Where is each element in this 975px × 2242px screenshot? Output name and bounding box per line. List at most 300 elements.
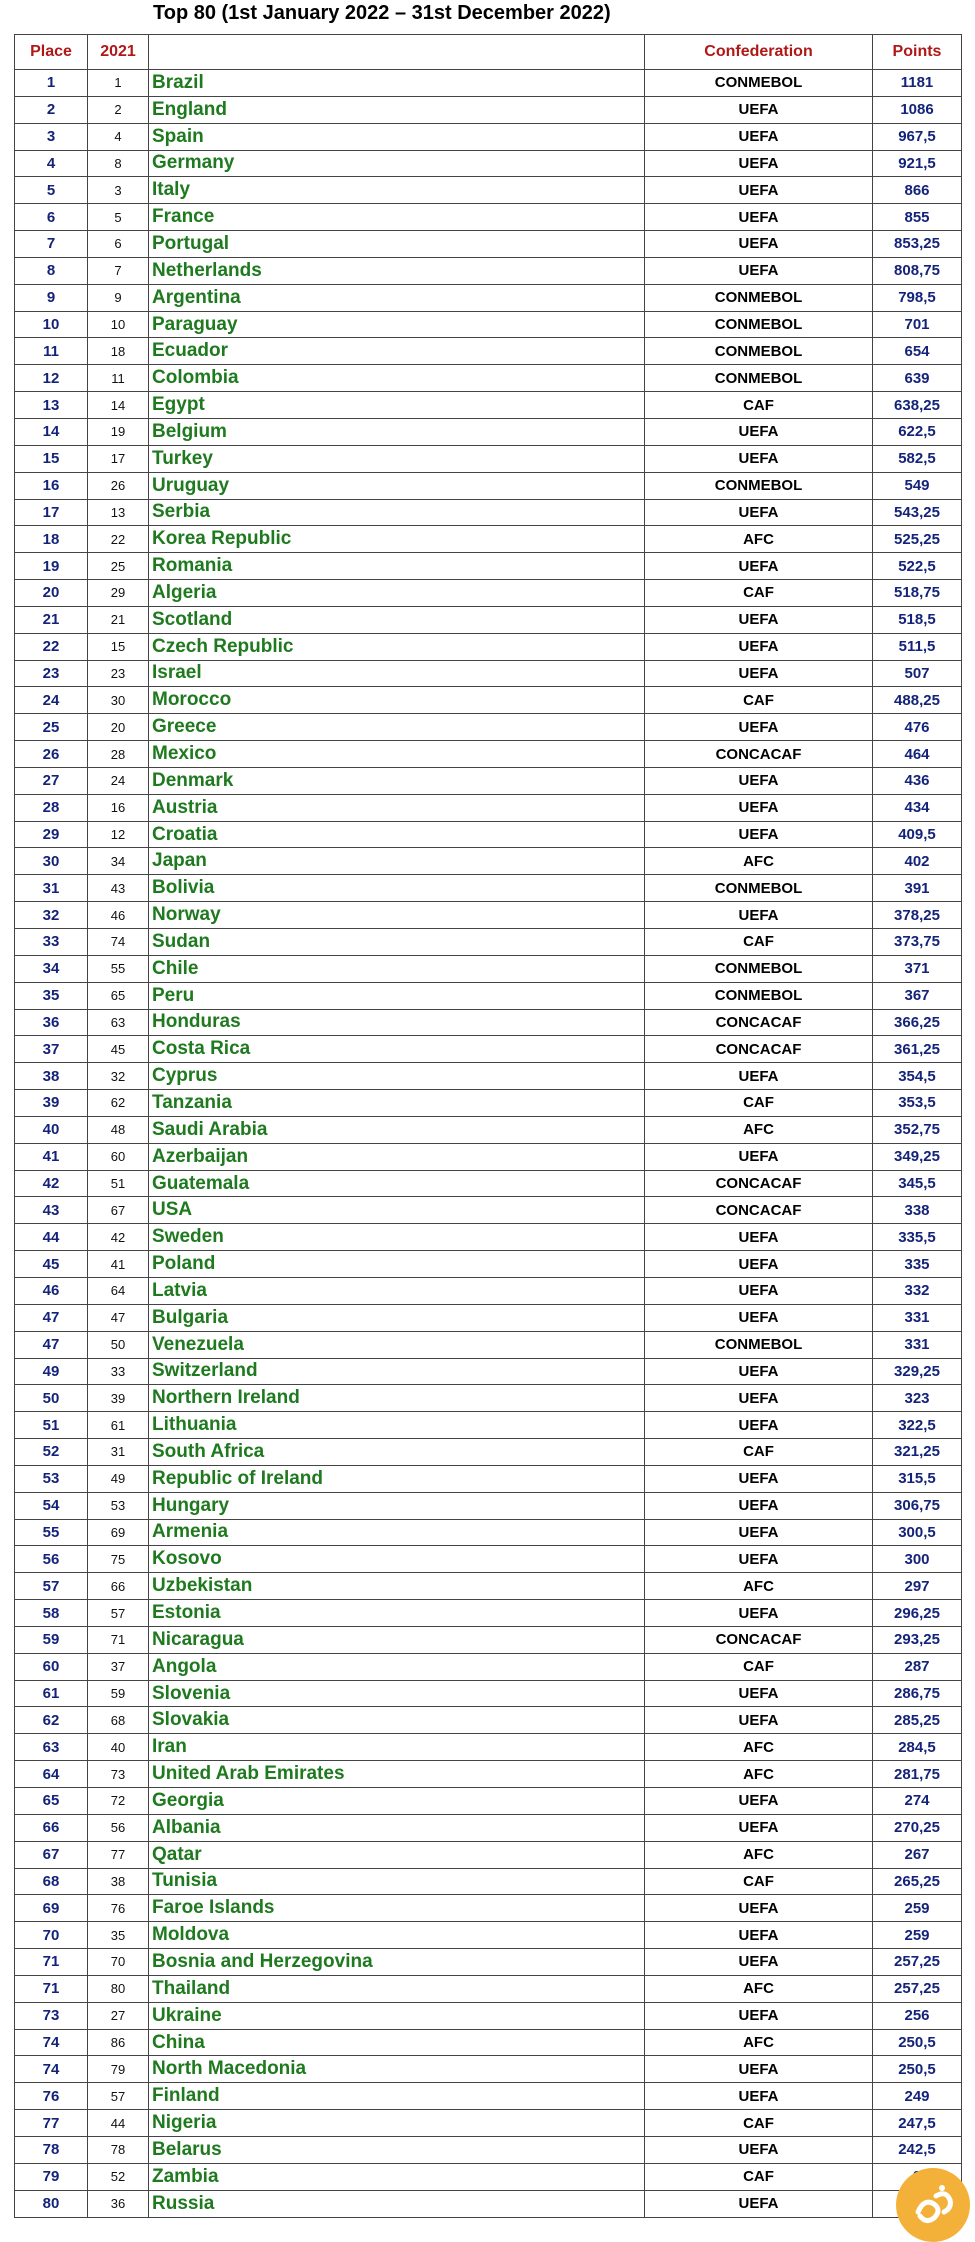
row-team: Germany (149, 150, 645, 177)
row-place: 74 (15, 2056, 88, 2083)
row-2021-rank: 78 (88, 2136, 149, 2163)
row-2021-rank: 57 (88, 1600, 149, 1627)
row-points: 349,25 (873, 1143, 962, 1170)
row-team: Egypt (149, 392, 645, 419)
row-team: Algeria (149, 580, 645, 607)
row-place: 15 (15, 445, 88, 472)
table-row (15, 606, 962, 633)
row-2021-rank: 13 (88, 499, 149, 526)
row-place: 23 (15, 660, 88, 687)
row-place: 35 (15, 982, 88, 1009)
row-2021-rank: 2 (88, 96, 149, 123)
row-confederation: CONMEBOL (645, 338, 873, 365)
row-points: 286,75 (873, 1680, 962, 1707)
row-place: 47 (15, 1331, 88, 1358)
row-place: 71 (15, 1949, 88, 1976)
table-row (15, 741, 962, 768)
row-team: Austria (149, 794, 645, 821)
row-place: 68 (15, 1868, 88, 1895)
table-row (15, 929, 962, 956)
row-points: 464 (873, 741, 962, 768)
row-team: Romania (149, 553, 645, 580)
row-place: 32 (15, 902, 88, 929)
row-2021-rank: 53 (88, 1492, 149, 1519)
row-points: 338 (873, 1197, 962, 1224)
row-place: 57 (15, 1573, 88, 1600)
row-place: 26 (15, 741, 88, 768)
row-points: 285,25 (873, 1707, 962, 1734)
row-2021-rank: 18 (88, 338, 149, 365)
row-confederation: CAF (645, 1868, 873, 1895)
row-points: 306,75 (873, 1492, 962, 1519)
row-confederation: UEFA (645, 204, 873, 231)
row-points: 518,5 (873, 606, 962, 633)
row-points: 270,25 (873, 1814, 962, 1841)
row-points: 391 (873, 875, 962, 902)
row-confederation: CONCACAF (645, 1626, 873, 1653)
row-2021-rank: 20 (88, 714, 149, 741)
table-row (15, 418, 962, 445)
table-row (15, 660, 962, 687)
row-confederation: UEFA (645, 2136, 873, 2163)
row-2021-rank: 74 (88, 929, 149, 956)
row-team: Bulgaria (149, 1304, 645, 1331)
row-place: 19 (15, 553, 88, 580)
row-team: Belarus (149, 2136, 645, 2163)
row-2021-rank: 70 (88, 1949, 149, 1976)
row-team: Colombia (149, 365, 645, 392)
row-confederation: UEFA (645, 177, 873, 204)
row-place: 18 (15, 526, 88, 553)
table-row (15, 1412, 962, 1439)
row-team: Ukraine (149, 2002, 645, 2029)
row-place: 55 (15, 1519, 88, 1546)
row-place: 2 (15, 96, 88, 123)
row-2021-rank: 75 (88, 1546, 149, 1573)
row-2021-rank: 46 (88, 902, 149, 929)
table-row (15, 2163, 962, 2190)
row-points: 281,75 (873, 1761, 962, 1788)
ranking-table (14, 34, 962, 2218)
row-confederation: UEFA (645, 499, 873, 526)
row-place: 17 (15, 499, 88, 526)
row-place: 65 (15, 1788, 88, 1815)
table-row (15, 955, 962, 982)
row-place: 49 (15, 1358, 88, 1385)
table-row (15, 1304, 962, 1331)
row-confederation: UEFA (645, 2190, 873, 2217)
row-confederation: AFC (645, 1841, 873, 1868)
row-place: 54 (15, 1492, 88, 1519)
row-points: 436 (873, 767, 962, 794)
row-confederation: CAF (645, 1090, 873, 1117)
row-points: 300 (873, 1546, 962, 1573)
row-team: Northern Ireland (149, 1385, 645, 1412)
row-2021-rank: 49 (88, 1465, 149, 1492)
table-row (15, 875, 962, 902)
row-confederation: AFC (645, 2029, 873, 2056)
row-points: 543,25 (873, 499, 962, 526)
row-confederation: UEFA (645, 257, 873, 284)
table-row (15, 553, 962, 580)
table-row (15, 580, 962, 607)
row-2021-rank: 32 (88, 1063, 149, 1090)
row-points: 323 (873, 1385, 962, 1412)
table-body (15, 70, 962, 2218)
header-points: Points (873, 35, 962, 70)
table-row (15, 767, 962, 794)
row-confederation: UEFA (645, 1304, 873, 1331)
table-row (15, 1573, 962, 1600)
row-place: 76 (15, 2083, 88, 2110)
row-team: Sudan (149, 929, 645, 956)
page-title: Top 80 (1st January 2022 – 31st December 2022) (153, 2, 611, 24)
row-points: 866 (873, 177, 962, 204)
row-2021-rank: 51 (88, 1170, 149, 1197)
row-place: 74 (15, 2029, 88, 2056)
row-2021-rank: 60 (88, 1143, 149, 1170)
row-points: 853,25 (873, 231, 962, 258)
row-points: 373,75 (873, 929, 962, 956)
row-confederation: CAF (645, 580, 873, 607)
row-points: 507 (873, 660, 962, 687)
row-confederation: CAF (645, 687, 873, 714)
table-row (15, 284, 962, 311)
row-points: 622,5 (873, 418, 962, 445)
row-points: 549 (873, 472, 962, 499)
row-place: 47 (15, 1304, 88, 1331)
table-row (15, 982, 962, 1009)
row-place: 69 (15, 1895, 88, 1922)
row-2021-rank: 22 (88, 526, 149, 553)
row-2021-rank: 63 (88, 1009, 149, 1036)
row-2021-rank: 61 (88, 1412, 149, 1439)
row-confederation: CONMEBOL (645, 70, 873, 97)
row-place: 63 (15, 1734, 88, 1761)
table-row (15, 1626, 962, 1653)
row-confederation: UEFA (645, 794, 873, 821)
table-row (15, 2002, 962, 2029)
row-team: Venezuela (149, 1331, 645, 1358)
row-team: Denmark (149, 767, 645, 794)
row-points: 250,5 (873, 2056, 962, 2083)
row-points: 256 (873, 2002, 962, 2029)
row-2021-rank: 45 (88, 1036, 149, 1063)
row-confederation: CONMEBOL (645, 982, 873, 1009)
row-team: Saudi Arabia (149, 1116, 645, 1143)
row-2021-rank: 26 (88, 472, 149, 499)
row-2021-rank: 21 (88, 606, 149, 633)
row-2021-rank: 36 (88, 2190, 149, 2217)
row-team: North Macedonia (149, 2056, 645, 2083)
row-2021-rank: 39 (88, 1385, 149, 1412)
row-confederation: UEFA (645, 553, 873, 580)
table-row (15, 2110, 962, 2137)
header-2021: 2021 (88, 35, 149, 70)
row-team: Scotland (149, 606, 645, 633)
row-confederation: UEFA (645, 902, 873, 929)
row-2021-rank: 29 (88, 580, 149, 607)
row-place: 64 (15, 1761, 88, 1788)
row-confederation: UEFA (645, 1277, 873, 1304)
row-2021-rank: 34 (88, 848, 149, 875)
row-place: 67 (15, 1841, 88, 1868)
row-2021-rank: 23 (88, 660, 149, 687)
row-place: 12 (15, 365, 88, 392)
row-confederation: CONCACAF (645, 741, 873, 768)
row-points: 267 (873, 1841, 962, 1868)
row-place: 8 (15, 257, 88, 284)
row-2021-rank: 31 (88, 1439, 149, 1466)
table-row (15, 633, 962, 660)
row-points: 1086 (873, 96, 962, 123)
row-points: 335 (873, 1251, 962, 1278)
row-team: Serbia (149, 499, 645, 526)
table-row (15, 311, 962, 338)
row-confederation: UEFA (645, 767, 873, 794)
row-team: Netherlands (149, 257, 645, 284)
row-confederation: CONCACAF (645, 1036, 873, 1063)
row-2021-rank: 37 (88, 1653, 149, 1680)
row-place: 6 (15, 204, 88, 231)
row-place: 1 (15, 70, 88, 97)
row-team: Georgia (149, 1788, 645, 1815)
row-points: 274 (873, 1788, 962, 1815)
row-2021-rank: 33 (88, 1358, 149, 1385)
row-place: 43 (15, 1197, 88, 1224)
row-confederation: UEFA (645, 231, 873, 258)
row-2021-rank: 28 (88, 741, 149, 768)
row-team: Iran (149, 1734, 645, 1761)
row-2021-rank: 56 (88, 1814, 149, 1841)
table-row (15, 1439, 962, 1466)
row-points: 315,5 (873, 1465, 962, 1492)
row-team: Mexico (149, 741, 645, 768)
row-confederation: UEFA (645, 1895, 873, 1922)
row-points: 476 (873, 714, 962, 741)
row-2021-rank: 4 (88, 123, 149, 150)
row-confederation: UEFA (645, 1385, 873, 1412)
row-confederation: UEFA (645, 1251, 873, 1278)
row-2021-rank: 59 (88, 1680, 149, 1707)
row-confederation: CAF (645, 1439, 873, 1466)
row-place: 33 (15, 929, 88, 956)
row-confederation: CONMEBOL (645, 311, 873, 338)
row-2021-rank: 69 (88, 1519, 149, 1546)
row-confederation: UEFA (645, 660, 873, 687)
row-points: 257,25 (873, 1949, 962, 1976)
row-points: 322,5 (873, 1412, 962, 1439)
row-place: 61 (15, 1680, 88, 1707)
table-row (15, 714, 962, 741)
row-points: 434 (873, 794, 962, 821)
row-2021-rank: 7 (88, 257, 149, 284)
row-2021-rank: 11 (88, 365, 149, 392)
row-2021-rank: 12 (88, 821, 149, 848)
row-team: Kosovo (149, 1546, 645, 1573)
row-place: 45 (15, 1251, 88, 1278)
table-row (15, 1841, 962, 1868)
row-place: 52 (15, 1439, 88, 1466)
row-points: 257,25 (873, 1975, 962, 2002)
row-2021-rank: 1 (88, 70, 149, 97)
row-team: China (149, 2029, 645, 2056)
row-confederation: UEFA (645, 1680, 873, 1707)
row-points: 354,5 (873, 1063, 962, 1090)
row-team: Tanzania (149, 1090, 645, 1117)
row-points: 518,75 (873, 580, 962, 607)
row-team: Japan (149, 848, 645, 875)
row-confederation: UEFA (645, 418, 873, 445)
row-place: 25 (15, 714, 88, 741)
table-row (15, 1975, 962, 2002)
row-2021-rank: 73 (88, 1761, 149, 1788)
row-place: 44 (15, 1224, 88, 1251)
table-row (15, 231, 962, 258)
row-points: 250,5 (873, 2029, 962, 2056)
row-team: Korea Republic (149, 526, 645, 553)
table-row (15, 1036, 962, 1063)
row-confederation: UEFA (645, 150, 873, 177)
row-2021-rank: 41 (88, 1251, 149, 1278)
row-confederation: UEFA (645, 123, 873, 150)
table-row (15, 1600, 962, 1627)
row-place: 24 (15, 687, 88, 714)
row-points: 367 (873, 982, 962, 1009)
row-confederation: CONMEBOL (645, 875, 873, 902)
row-points: 639 (873, 365, 962, 392)
row-team: Armenia (149, 1519, 645, 1546)
row-points: 345,5 (873, 1170, 962, 1197)
row-2021-rank: 16 (88, 794, 149, 821)
table-row (15, 1492, 962, 1519)
table-row (15, 2056, 962, 2083)
row-place: 34 (15, 955, 88, 982)
row-confederation: UEFA (645, 2083, 873, 2110)
row-points: 287 (873, 1653, 962, 1680)
row-points: 511,5 (873, 633, 962, 660)
row-team: Russia (149, 2190, 645, 2217)
table-row (15, 1063, 962, 1090)
row-points: 353,5 (873, 1090, 962, 1117)
row-place: 60 (15, 1653, 88, 1680)
row-team: Morocco (149, 687, 645, 714)
row-points: 259 (873, 1895, 962, 1922)
row-team: Slovenia (149, 1680, 645, 1707)
row-2021-rank: 86 (88, 2029, 149, 2056)
row-points: 525,25 (873, 526, 962, 553)
table-row (15, 2029, 962, 2056)
row-confederation: AFC (645, 1761, 873, 1788)
row-confederation: CONCACAF (645, 1170, 873, 1197)
row-2021-rank: 52 (88, 2163, 149, 2190)
row-points: 242,5 (873, 2136, 962, 2163)
row-place: 51 (15, 1412, 88, 1439)
table-row (15, 1734, 962, 1761)
row-2021-rank: 10 (88, 311, 149, 338)
row-team: Turkey (149, 445, 645, 472)
row-2021-rank: 66 (88, 1573, 149, 1600)
table-row (15, 1331, 962, 1358)
row-points: 798,5 (873, 284, 962, 311)
row-points: 582,5 (873, 445, 962, 472)
table-row (15, 1814, 962, 1841)
row-2021-rank: 76 (88, 1895, 149, 1922)
row-2021-rank: 79 (88, 2056, 149, 2083)
table-row (15, 472, 962, 499)
row-confederation: UEFA (645, 1224, 873, 1251)
row-points: 967,5 (873, 123, 962, 150)
row-team: Peru (149, 982, 645, 1009)
row-2021-rank: 14 (88, 392, 149, 419)
row-confederation: UEFA (645, 821, 873, 848)
row-team: Uzbekistan (149, 1573, 645, 1600)
row-team: United Arab Emirates (149, 1761, 645, 1788)
row-team: Slovakia (149, 1707, 645, 1734)
row-team: Norway (149, 902, 645, 929)
row-place: 5 (15, 177, 88, 204)
row-team: Estonia (149, 1600, 645, 1627)
header-row (15, 35, 962, 70)
row-place: 53 (15, 1465, 88, 1492)
table-row (15, 526, 962, 553)
row-points: 402 (873, 848, 962, 875)
row-2021-rank: 80 (88, 1975, 149, 2002)
row-team: Republic of Ireland (149, 1465, 645, 1492)
row-points: 371 (873, 955, 962, 982)
table-row (15, 1009, 962, 1036)
row-confederation: CAF (645, 392, 873, 419)
table-row (15, 2190, 962, 2217)
row-team: Hungary (149, 1492, 645, 1519)
row-2021-rank: 5 (88, 204, 149, 231)
table-row (15, 1680, 962, 1707)
row-confederation: UEFA (645, 1412, 873, 1439)
row-team: Brazil (149, 70, 645, 97)
row-team: Chile (149, 955, 645, 982)
row-place: 16 (15, 472, 88, 499)
row-2021-rank: 48 (88, 1116, 149, 1143)
row-confederation: AFC (645, 1975, 873, 2002)
table-row (15, 1707, 962, 1734)
table-row (15, 1546, 962, 1573)
table-row (15, 177, 962, 204)
row-2021-rank: 15 (88, 633, 149, 660)
table-row (15, 1224, 962, 1251)
table-row (15, 1143, 962, 1170)
row-2021-rank: 8 (88, 150, 149, 177)
row-team: Israel (149, 660, 645, 687)
row-team: Nigeria (149, 2110, 645, 2137)
row-points: 331 (873, 1331, 962, 1358)
row-2021-rank: 47 (88, 1304, 149, 1331)
table-row (15, 150, 962, 177)
table-row (15, 902, 962, 929)
table-row (15, 1653, 962, 1680)
row-place: 46 (15, 1277, 88, 1304)
row-place: 66 (15, 1814, 88, 1841)
row-2021-rank: 65 (88, 982, 149, 1009)
row-place: 38 (15, 1063, 88, 1090)
row-confederation: CAF (645, 2110, 873, 2137)
row-2021-rank: 67 (88, 1197, 149, 1224)
row-confederation: UEFA (645, 1788, 873, 1815)
row-confederation: UEFA (645, 1814, 873, 1841)
table-row (15, 445, 962, 472)
row-points: 297 (873, 1573, 962, 1600)
table-row (15, 2136, 962, 2163)
row-2021-rank: 27 (88, 2002, 149, 2029)
